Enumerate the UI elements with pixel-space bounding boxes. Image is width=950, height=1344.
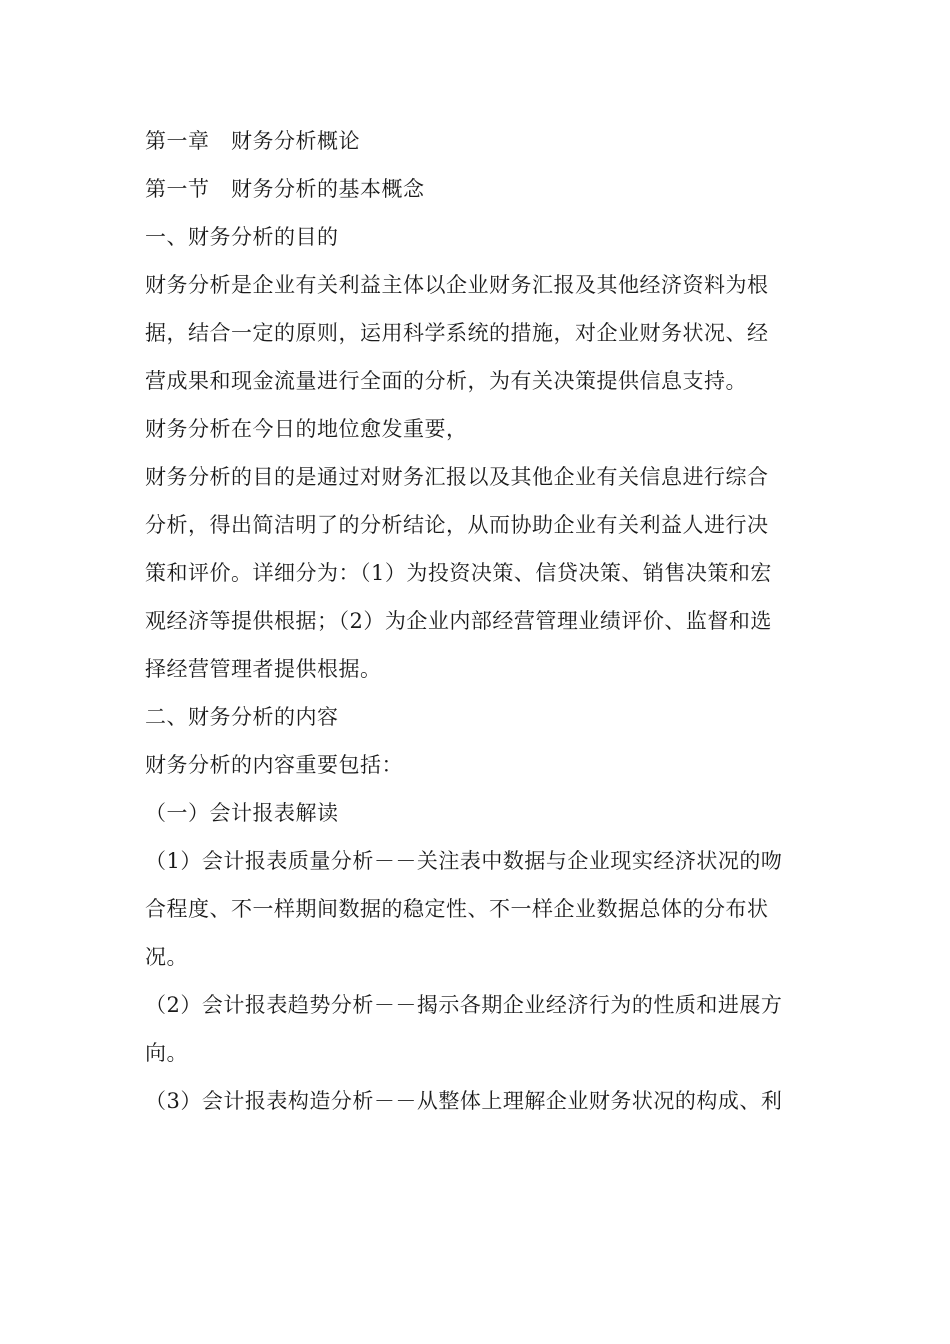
paragraph-purpose-detail (145, 453, 810, 693)
paragraph-line: 策和评价。详细分为：（1）为投资决策、信贷决策、销售决策和宏 (145, 561, 772, 585)
paragraph-line: （3）会计报表构造分析－－从整体上理解企业财务状况的构成、利 (145, 1089, 783, 1113)
heading-purpose: 一、财务分析的目的 (145, 225, 339, 249)
list-item-structure-analysis (145, 1077, 810, 1125)
paragraph-line: 况。 (145, 945, 188, 969)
list-item-quality-analysis (145, 837, 810, 981)
paragraph-line: 财务分析的目的是通过对财务汇报以及其他企业有关信息进行综合 (145, 465, 769, 489)
paragraph-line: 合程度、不一样期间数据的稳定性、不一样企业数据总体的分布状 (145, 897, 769, 921)
paragraph-line: 分析，得出简洁明了的分析结论，从而协助企业有关利益人进行决 (145, 513, 769, 537)
paragraph-content-intro: 财务分析的内容重要包括： (145, 753, 403, 777)
paragraph-line: 择经营管理者提供根据。 (145, 657, 382, 681)
paragraph-line: 财务分析是企业有关利益主体以企业财务汇报及其他经济资料为根 (145, 273, 769, 297)
sub-heading-report-reading: （一）会计报表解读 (145, 801, 339, 825)
paragraph-line: （1）会计报表质量分析－－关注表中数据与企业现实经济状况的吻 (145, 849, 783, 873)
section-title: 第一节 财务分析的基本概念 (145, 177, 425, 201)
heading-content: 二、财务分析的内容 (145, 705, 339, 729)
paragraph-definition (145, 261, 810, 405)
paragraph-line: 据，结合一定的原则，运用科学系统的措施，对企业财务状况、经 (145, 321, 769, 345)
list-item-trend-analysis (145, 981, 810, 1077)
paragraph-line: 营成果和现金流量进行全面的分析，为有关决策提供信息支持。 (145, 369, 747, 393)
document-body (145, 117, 810, 1125)
chapter-title: 第一章 财务分析概论 (145, 129, 360, 153)
paragraph-line: （2）会计报表趋势分析－－揭示各期企业经济行为的性质和进展方 (145, 993, 783, 1017)
paragraph-line: 向。 (145, 1041, 188, 1065)
paragraph-line: 观经济等提供根据；（2）为企业内部经营管理业绩评价、监督和选 (145, 609, 772, 633)
paragraph-importance: 财务分析在今日的地位愈发重要， (145, 417, 468, 441)
